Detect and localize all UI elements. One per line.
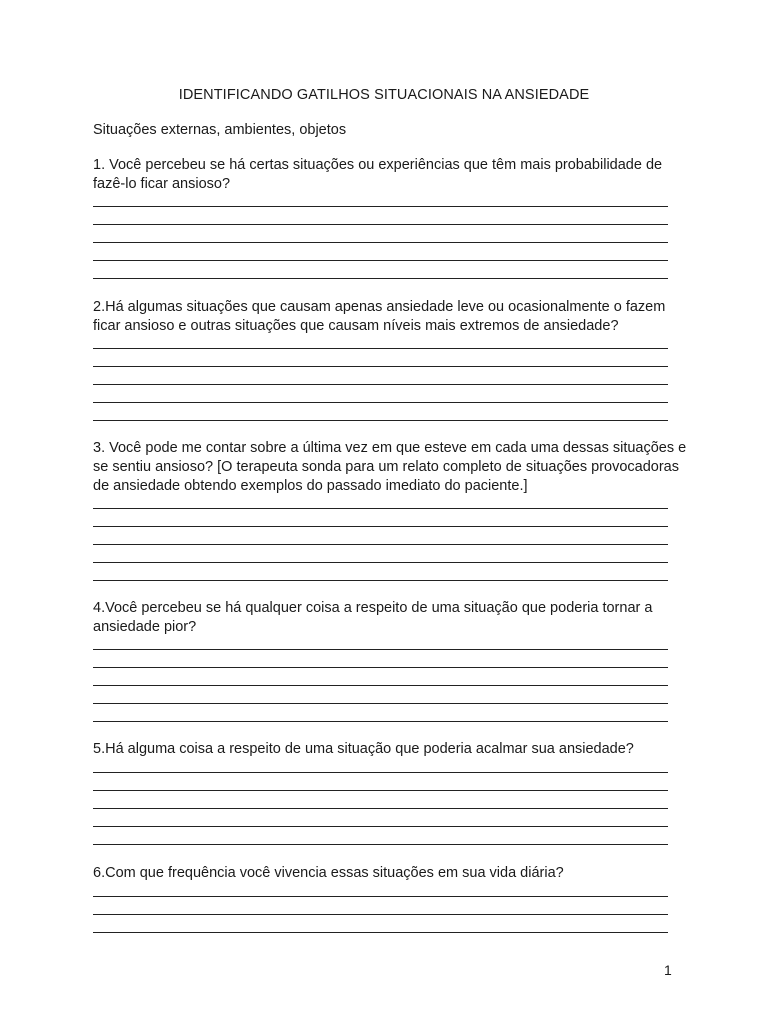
- answer-line[interactable]: [93, 384, 668, 385]
- answer-line[interactable]: [93, 402, 668, 403]
- answer-line[interactable]: [93, 790, 668, 791]
- question-text-line: 5.Há alguma coisa a respeito de uma situação que poderia acalmar sua ansiedade?: [93, 741, 634, 757]
- answer-line[interactable]: [93, 562, 668, 563]
- question-text-line: 1. Você percebeu se há certas situações ou experiências que têm mais probabilidade de: [93, 157, 663, 173]
- answer-line[interactable]: [93, 580, 668, 581]
- answer-line[interactable]: [93, 366, 668, 367]
- question-text-line: fazê-lo ficar ansioso?: [93, 176, 231, 192]
- section-subtitle: Situações externas, ambientes, objetos: [93, 122, 347, 138]
- question-1: [93, 156, 678, 194]
- question-2: [93, 298, 678, 336]
- question-3: [93, 439, 687, 496]
- answer-line[interactable]: [93, 206, 668, 207]
- answer-line[interactable]: [93, 914, 668, 915]
- answer-line[interactable]: [93, 508, 668, 509]
- answer-line[interactable]: [93, 544, 668, 545]
- question-text-line: 2.Há algumas situações que causam apenas ansiedade leve ou ocasionalmente o fazem: [93, 299, 666, 315]
- question-5: [93, 740, 678, 759]
- answer-line[interactable]: [93, 808, 668, 809]
- answer-line[interactable]: [93, 260, 668, 261]
- answer-line[interactable]: [93, 242, 668, 243]
- question-text-line: 6.Com que frequência você vivencia essas situações em sua vida diária?: [93, 865, 564, 881]
- question-text-line: se sentiu ansioso? [O terapeuta sonda para um relato completo de situações provocadoras: [93, 459, 679, 475]
- answer-line[interactable]: [93, 224, 668, 225]
- answer-line[interactable]: [93, 526, 668, 527]
- question-text-line: ficar ansioso e outras situações que causam níveis mais extremos de ansiedade?: [93, 318, 619, 334]
- question-text-line: de ansiedade obtendo exemplos do passado imediato do paciente.]: [93, 478, 528, 494]
- answer-line[interactable]: [93, 420, 668, 421]
- answer-line[interactable]: [93, 649, 668, 650]
- answer-line[interactable]: [93, 667, 668, 668]
- document-title: IDENTIFICANDO GATILHOS SITUACIONAIS NA ANSIEDADE: [178, 87, 590, 103]
- answer-line[interactable]: [93, 844, 668, 845]
- answer-line[interactable]: [93, 348, 668, 349]
- question-text-line: 4.Você percebeu se há qualquer coisa a respeito de uma situação que poderia tornar a: [93, 600, 653, 616]
- answer-line[interactable]: [93, 721, 668, 722]
- question-6: [93, 864, 678, 883]
- answer-line[interactable]: [93, 703, 668, 704]
- page-number: 1: [664, 962, 672, 978]
- question-text-line: ansiedade pior?: [93, 619, 197, 635]
- answer-line[interactable]: [93, 896, 668, 897]
- answer-line[interactable]: [93, 772, 668, 773]
- answer-line[interactable]: [93, 932, 668, 933]
- answer-line[interactable]: [93, 685, 668, 686]
- answer-line[interactable]: [93, 826, 668, 827]
- question-text-line: 3. Você pode me contar sobre a última vez em que esteve em cada uma dessas situações e: [93, 440, 687, 456]
- question-4: [93, 599, 678, 637]
- answer-line[interactable]: [93, 278, 668, 279]
